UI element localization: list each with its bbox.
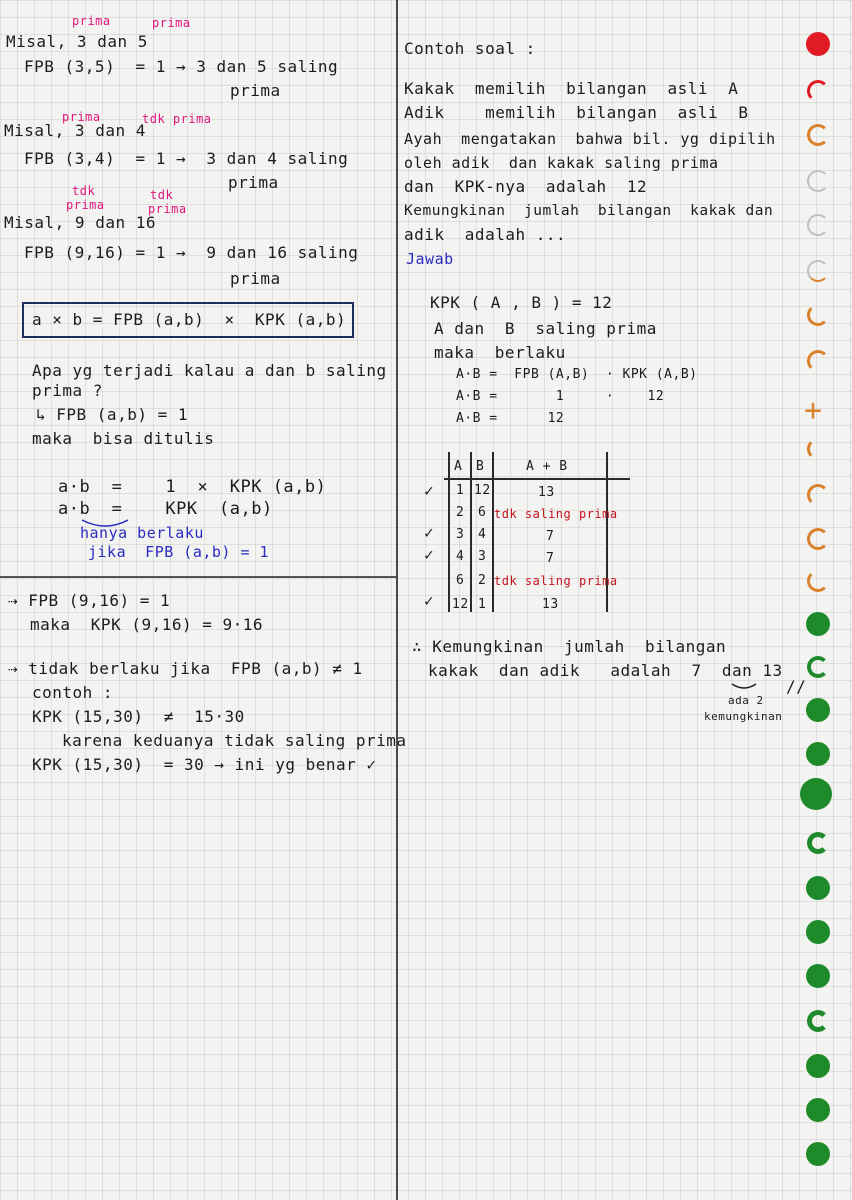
question-line: ↳ FPB (a,b) = 1 bbox=[36, 405, 188, 424]
table-cell: 6 bbox=[456, 573, 465, 588]
solution-line: A·B = 1 · 12 bbox=[456, 389, 665, 404]
check-mark: ✓ bbox=[424, 545, 435, 564]
binder-hole bbox=[807, 80, 829, 102]
bullet-line: maka KPK (9,16) = 9·16 bbox=[30, 615, 264, 634]
problem-line: Adik memilih bilangan asli B bbox=[404, 103, 749, 122]
binder-hole bbox=[806, 920, 830, 944]
solution-line: A·B = 12 bbox=[456, 411, 565, 426]
table-cell: 13 bbox=[542, 597, 559, 612]
problem-line: Kakak memilih bilangan asli A bbox=[404, 79, 739, 98]
bullet-line: KPK (15,30) = 30 → ini yg benar ✓ bbox=[32, 755, 377, 774]
binder-hole bbox=[807, 260, 829, 282]
binder-hole bbox=[806, 1054, 830, 1078]
table-note: tdk saling prima bbox=[494, 507, 618, 521]
section-heading: Contoh soal : bbox=[404, 39, 536, 58]
note-line: hanya berlaku bbox=[80, 524, 204, 542]
example-line: Misal, 3 dan 5 bbox=[6, 32, 148, 51]
question-line: maka bisa ditulis bbox=[32, 429, 215, 448]
bullet-line: KPK (15,30) ≠ 15·30 bbox=[32, 707, 245, 726]
binder-hole bbox=[807, 438, 829, 460]
equation-line: a·b = 1 × KPK (a,b) bbox=[58, 477, 327, 497]
binder-hole bbox=[806, 876, 830, 900]
underbrace bbox=[730, 682, 758, 692]
table-cell: 4 bbox=[456, 549, 465, 564]
question-line: Apa yg terjadi kalau a dan b saling bbox=[32, 361, 387, 380]
example-line: prima bbox=[230, 269, 281, 288]
tdk-prima-label: tdk prima bbox=[142, 112, 212, 126]
example-line: FPB (3,5) = 1 → 3 dan 5 saling bbox=[24, 57, 339, 76]
binder-hole bbox=[807, 350, 829, 372]
end-mark: // bbox=[786, 677, 807, 696]
prima-label: prima bbox=[148, 202, 187, 216]
problem-line: Kemungkinan jumlah bilangan kakak dan bbox=[404, 203, 774, 219]
binder-hole bbox=[806, 742, 830, 766]
binder-hole bbox=[807, 832, 829, 854]
table-note: tdk saling prima bbox=[494, 574, 618, 588]
bullet-line: karena keduanya tidak saling prima bbox=[62, 731, 407, 750]
table-cell: 12 bbox=[452, 597, 469, 612]
section-divider bbox=[0, 576, 396, 578]
binder-hole bbox=[807, 656, 829, 678]
table-line bbox=[444, 478, 630, 480]
binder-hole bbox=[807, 214, 829, 236]
problem-line: Ayah mengatakan bahwa bil. yg dipilih bbox=[404, 130, 776, 148]
binder-hole bbox=[807, 304, 829, 326]
example-line: Misal, 3 dan 4 bbox=[4, 121, 146, 140]
solution-line: maka berlaku bbox=[434, 343, 566, 362]
table-cell: 1 bbox=[456, 483, 465, 498]
answer-label: Jawab bbox=[406, 250, 454, 268]
bullet-line: ⇢ FPB (9,16) = 1 bbox=[8, 591, 171, 610]
example-line: Misal, 9 dan 16 bbox=[4, 213, 156, 232]
table-header: B bbox=[476, 459, 485, 474]
table-cell: 2 bbox=[478, 573, 487, 588]
table-cell: 1 bbox=[478, 597, 487, 612]
prima-label: prima bbox=[66, 198, 105, 212]
binder-hole bbox=[807, 170, 829, 192]
table-cell: 12 bbox=[474, 483, 491, 498]
problem-line: adik adalah ... bbox=[404, 225, 567, 244]
formula-text: a × b = FPB (a,b) × KPK (a,b) bbox=[32, 310, 347, 329]
bullet-line: contoh : bbox=[32, 683, 114, 702]
solution-line: KPK ( A , B ) = 12 bbox=[430, 293, 613, 312]
note-line: jika FPB (a,b) = 1 bbox=[88, 543, 270, 561]
table-cell: 2 bbox=[456, 505, 465, 520]
example-line: prima bbox=[228, 173, 279, 192]
conclusion-line: kakak dan adik adalah 7 dan 13 bbox=[428, 661, 783, 680]
table-cell: 3 bbox=[456, 527, 465, 542]
bullet-line: ⇢ tidak berlaku jika FPB (a,b) ≠ 1 bbox=[8, 659, 363, 678]
binder-hole bbox=[806, 612, 830, 636]
table-cell: 3 bbox=[478, 549, 487, 564]
check-mark: ✓ bbox=[424, 523, 435, 542]
tdk-label: tdk bbox=[150, 188, 174, 202]
binder-hole bbox=[806, 32, 830, 56]
table-header: A bbox=[454, 459, 463, 474]
binder-hole bbox=[800, 778, 832, 810]
question-line: prima ? bbox=[32, 381, 103, 400]
solution-line: A dan B saling prima bbox=[434, 319, 657, 338]
example-line: FPB (3,4) = 1 → 3 dan 4 saling bbox=[24, 149, 349, 168]
table-header: A + B bbox=[526, 459, 568, 474]
table-line bbox=[470, 452, 472, 612]
prima-label: prima bbox=[152, 16, 191, 30]
binder-hole bbox=[806, 1142, 830, 1166]
problem-line: oleh adik dan kakak saling prima bbox=[404, 154, 719, 172]
prima-label: prima bbox=[62, 110, 101, 124]
binder-hole bbox=[806, 1098, 830, 1122]
example-line: FPB (9,16) = 1 → 9 dan 16 saling bbox=[24, 243, 359, 262]
binder-hole bbox=[806, 698, 830, 722]
binder-plus: + bbox=[804, 393, 823, 428]
check-mark: ✓ bbox=[424, 481, 435, 500]
table-cell: 4 bbox=[478, 527, 487, 542]
table-cell: 7 bbox=[546, 551, 555, 566]
binder-hole bbox=[807, 124, 829, 146]
binder-hole bbox=[807, 528, 829, 550]
column-divider bbox=[396, 0, 398, 1200]
table-cell: 6 bbox=[478, 505, 487, 520]
binder-hole bbox=[807, 484, 829, 506]
note-line: ada 2 bbox=[728, 694, 764, 707]
table-cell: 7 bbox=[546, 529, 555, 544]
binder-hole bbox=[806, 964, 830, 988]
problem-line: dan KPK-nya adalah 12 bbox=[404, 177, 648, 196]
equation-line: a·b = KPK (a,b) bbox=[58, 499, 273, 519]
solution-line: A·B = FPB (A,B) · KPK (A,B) bbox=[456, 367, 698, 382]
conclusion-line: ∴ Kemungkinan jumlah bilangan bbox=[412, 637, 727, 656]
binder-hole bbox=[807, 570, 829, 592]
check-mark: ✓ bbox=[424, 591, 435, 610]
binder-hole bbox=[807, 1010, 829, 1032]
prima-label: prima bbox=[72, 14, 111, 28]
table-cell: 13 bbox=[538, 485, 555, 500]
example-line: prima bbox=[230, 81, 281, 100]
note-line: kemungkinan bbox=[704, 710, 783, 723]
table-line bbox=[448, 452, 450, 612]
tdk-label: tdk bbox=[72, 184, 96, 198]
